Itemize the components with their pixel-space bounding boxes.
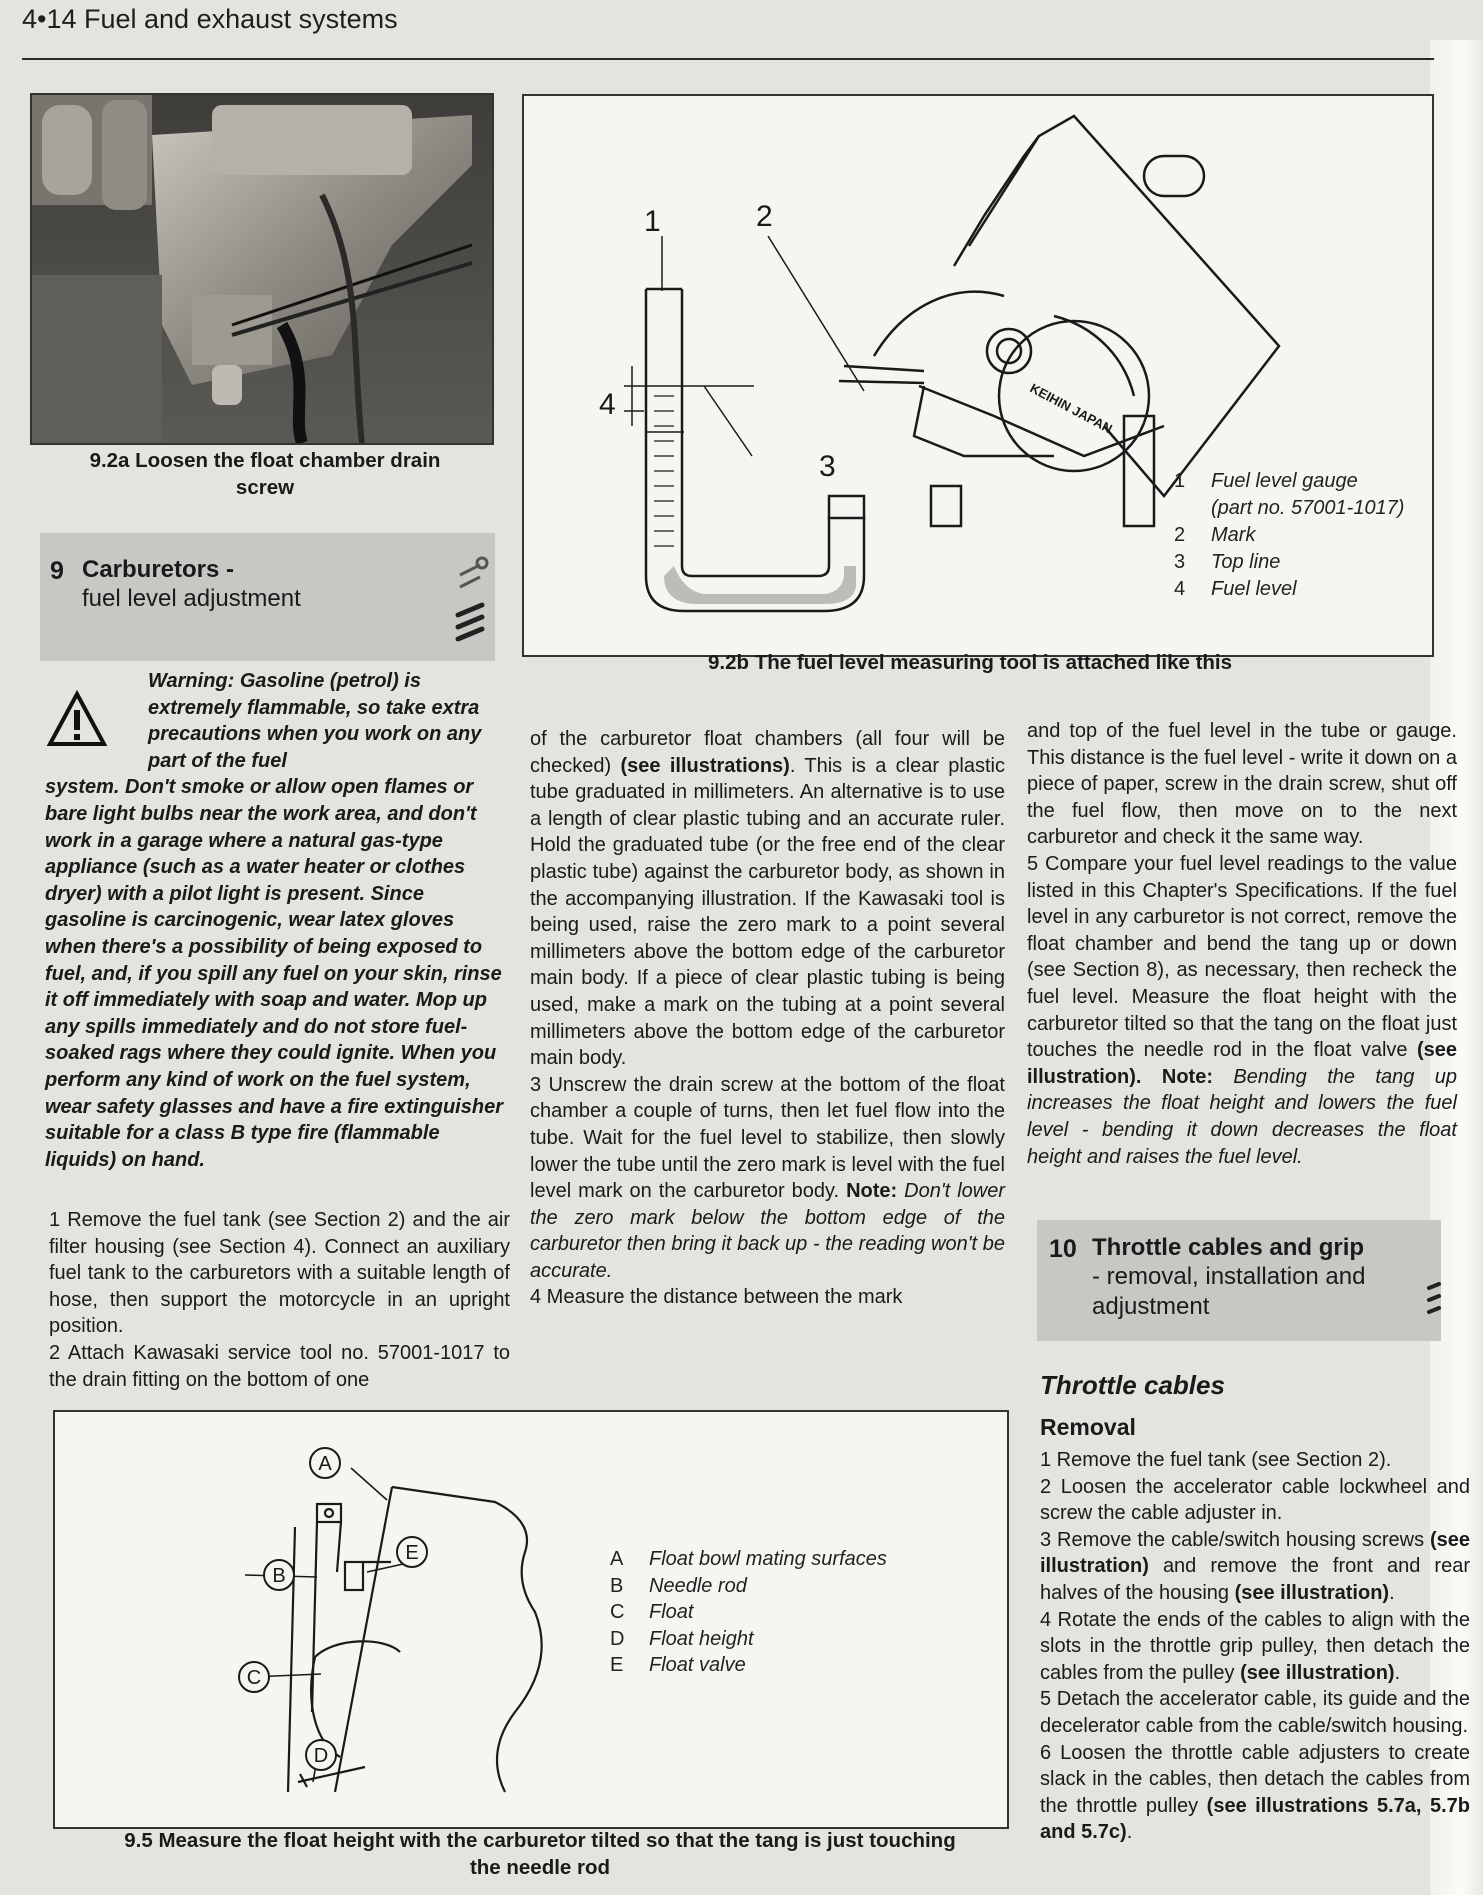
callout-e: E	[405, 1542, 419, 1564]
legend-letter: E	[610, 1654, 624, 1677]
legend-number: 1	[1174, 470, 1186, 492]
text: and remove the front and rear halves of the housing	[1040, 1555, 1470, 1604]
illustration-ref: (see illustration)	[1040, 1528, 1470, 1578]
step-5	[1027, 851, 1457, 1170]
section-subtitle: - removal, installation and	[1092, 1263, 1366, 1291]
legend-item	[610, 1652, 887, 1679]
caption-line: 9.5 Measure the float height with the carburetor tilted so that the tang is just touching	[124, 1829, 956, 1852]
section-title-main: Throttle cables and grip	[1092, 1234, 1365, 1261]
legend-text: Fuel level	[1211, 578, 1297, 600]
legend-text: Needle rod	[649, 1574, 747, 1597]
paragraph-measure: and top of the fuel level in the tube or gauge. This distance is the fuel level - write it down on a piece of paper, screw in the drain screw, shut off the fuel flow, then move on to the next carburetor and check it the same way.	[1027, 720, 1457, 849]
legend-item	[1174, 576, 1404, 603]
legend-number: 4	[1174, 578, 1186, 600]
note-text: Don't lower the zero mark below the bottom edge of the carburetor then bring it back up - the reading won't be accurate.	[530, 1180, 1006, 1282]
step-6: 6 Loosen the throttle cable adjusters to create slack in the cables, then detach the cables from the throttle pulley (see illustrations 5.7a, 5.7b and 5.7c).	[1040, 1741, 1470, 1844]
text: . This is a clear plastic tube graduated in millimeters. An alternative is to use a length of clear plastic tubing and an accurate ruler. Hold the graduated tube (or the free end of the clear plastic tube) against the carburetor body, as shown in the accompanying illustration. If the Kawasaki tool is being used, raise the zero mark to a point several millimeters above the bottom edge of the carburetor main body. If a piece of clear plastic tubing is being used, make a mark on the tubing at a point several millimeters above the bottom edge of the carburetor main body.	[530, 754, 1005, 1070]
illustration-ref: (see illustrations 5.7a, 5.7b and 5.7c)	[1040, 1794, 1470, 1844]
brand-label: KEIHIN JAPAN	[1027, 380, 1115, 437]
legend-item	[1174, 522, 1404, 549]
section-subtitle: fuel level adjustment	[82, 585, 301, 613]
difficulty-spanner-icon	[452, 545, 490, 645]
legend-letter: C	[610, 1601, 625, 1624]
figure-9-5-legend	[610, 1546, 887, 1679]
step-1: 1 Remove the fuel tank (see Section 2) and the air filter housing (see Section 4). Connect an auxiliary fuel tank to the carburetors with a suitable length of hose, then support the motorcycle in an upright position.	[49, 1209, 510, 1338]
legend-item	[610, 1626, 887, 1653]
legend-letter: A	[610, 1548, 624, 1570]
callout-a: A	[318, 1453, 332, 1475]
column-2	[530, 726, 1005, 1311]
section-title-main: Carburetors -	[82, 556, 235, 583]
step-3	[530, 1072, 1005, 1285]
legend-text: Float	[649, 1601, 694, 1624]
illustration-ref: (see illustrations)	[620, 754, 790, 777]
legend-item	[610, 1546, 887, 1573]
text: 4 Rotate the ends of the cables to align with the slots in the throttle grip pulley, then detach the cables from the pulley	[1040, 1608, 1470, 1684]
warning-body: system. Don't smoke or allow open flames or bare light bulbs near the work area, and don't work in a garage where a natural gas-type appliance (such as a water heater or clothes dryer) with a pilot light is present. Since gasoline is carcinogenic, wear latex gloves when there's a possibility of being exposed to fuel, and, if you spill any fuel on your skin, rinse it off immediately with soap and water. Mop up any spills immediately and do not store fuel-soaked rags where they could ignite. When you perform any kind of work on the fuel system, wear safety glasses and have a fire extinguisher suitable for a class B type fire (flammable liquids) on hand.	[45, 776, 503, 1171]
legend-letter: D	[610, 1627, 625, 1650]
section-number: 9	[50, 557, 64, 585]
legend-item	[610, 1573, 887, 1600]
callout-4: 4	[599, 388, 616, 421]
caption-line: the needle rod	[469, 1855, 611, 1879]
section-number: 10	[1049, 1235, 1077, 1263]
callout-2: 2	[756, 200, 773, 233]
float-height-diagram	[55, 1412, 655, 1827]
column-1	[49, 1207, 510, 1393]
step-2: 2 Loosen the accelerator cable lockwheel and screw the cable adjuster in.	[1040, 1475, 1470, 1525]
legend-text: (part no. 57001-1017)	[1211, 497, 1405, 519]
legend-item	[1174, 495, 1404, 522]
legend-text: Float bowl mating surfaces	[649, 1548, 887, 1570]
header-rule	[22, 58, 1434, 60]
legend-letter: B	[610, 1574, 624, 1597]
page-header: 4•14 Fuel and exhaust systems	[22, 4, 398, 34]
step-4: 4 Rotate the ends of the cables to align with the slots in the throttle grip pulley, then detach the cables from the pulley (see illustration).	[1040, 1608, 1470, 1684]
warning-text	[45, 668, 503, 1173]
note-label: Note:	[846, 1180, 898, 1203]
legend-item	[1174, 468, 1404, 495]
legend-text: Mark	[1211, 524, 1256, 546]
step-5: 5 Detach the accelerator cable, its guide and the decelerator cable from the cable/switch housing.	[1040, 1688, 1470, 1737]
text: of the carburetor float chambers (all four will be checked)	[530, 728, 1005, 777]
difficulty-spanner-icon	[1427, 1228, 1441, 1324]
callout-b: B	[272, 1565, 286, 1587]
photo-float-chamber	[30, 93, 494, 445]
legend-item	[1174, 549, 1404, 576]
removal-subheading: Removal	[1040, 1414, 1136, 1440]
legend-number: 3	[1174, 551, 1186, 573]
section-title	[82, 555, 301, 614]
text: 3 Unscrew the drain screw at the bottom of the float chamber a couple of turns, then let fuel flow into the tube. Wait for the fuel level to stabilize, then slowly lower the tube until the zero mark is level with the fuel level mark on the carburetor body.	[530, 1073, 1005, 1203]
figure-9-2b-legend	[1174, 468, 1404, 603]
note-label: Note:	[1161, 1065, 1213, 1088]
callout-c: C	[246, 1667, 262, 1689]
figure-9-5	[53, 1410, 1009, 1829]
text: 3 Remove the cable/switch housing screws	[1040, 1528, 1425, 1551]
step-1: 1 Remove the fuel tank (see Section 2).	[1040, 1449, 1392, 1471]
legend-text: Top line	[1211, 551, 1281, 573]
callout-d: D	[313, 1745, 329, 1767]
figure-9-2b-caption: 9.2b The fuel level measuring tool is attached like this	[707, 651, 1233, 674]
note-text: Bending the tang up increases the float height and lowers the fuel level - bending it down decreases the float height and raises the fuel level.	[1027, 1065, 1458, 1168]
text: 6 Loosen the throttle cable adjusters to create slack in the cables, then detach the cables from the throttle pulley	[1040, 1741, 1470, 1817]
section-title	[1092, 1233, 1365, 1321]
step-3: 3 Remove the cable/switch housing screws (see illustration) and remove the front and rear halves of the housing (see illustration).	[1040, 1528, 1470, 1604]
warning-lead: Warning: Gasoline (petrol) is extremely flammable, so take extra precautions when you work on any part of the fuel	[148, 670, 482, 772]
section-10-heading	[1037, 1220, 1441, 1341]
figure-9-5-caption	[60, 1828, 1020, 1881]
section-subtitle: adjustment	[1092, 1292, 1210, 1320]
legend-number: 2	[1174, 524, 1186, 546]
column-4	[1040, 1447, 1470, 1846]
column-3	[1027, 718, 1457, 1170]
callout-1: 1	[644, 205, 661, 238]
paragraph-tool	[530, 726, 1005, 1072]
section-9-heading	[40, 533, 495, 661]
illustration-ref: (see illustration)	[1234, 1581, 1390, 1604]
throttle-cables-heading: Throttle cables	[1040, 1370, 1225, 1400]
figure-9-2b	[522, 94, 1434, 657]
figure-9-2a-caption	[45, 448, 485, 501]
legend-text: Float height	[649, 1627, 754, 1650]
legend-item	[610, 1599, 887, 1626]
text: 5 Compare your fuel level readings to the value listed in this Chapter's Specifications. If the fuel level in any carburetor is not correct, remove the float chamber and bend the tang up or down (see Section 8), as necessary, then recheck the fuel level. Measure the float height with the carburetor tilted so that the tang on the float just touches the needle rod in the float valve	[1027, 852, 1457, 1062]
caption-line: 9.2a Loosen the float chamber drain	[89, 449, 441, 472]
caption-line: screw	[235, 475, 295, 499]
step-2: 2 Attach Kawasaki service tool no. 57001-1017 to the drain fitting on the bottom of one	[49, 1341, 510, 1391]
legend-text: Float valve	[649, 1654, 746, 1677]
illustration-ref: (see illustration).	[1027, 1039, 1458, 1088]
illustration-ref: (see illustration)	[1240, 1661, 1395, 1684]
step-4: 4 Measure the distance between the mark	[530, 1286, 903, 1309]
legend-text: Fuel level gauge	[1211, 470, 1358, 492]
callout-3: 3	[819, 450, 836, 483]
